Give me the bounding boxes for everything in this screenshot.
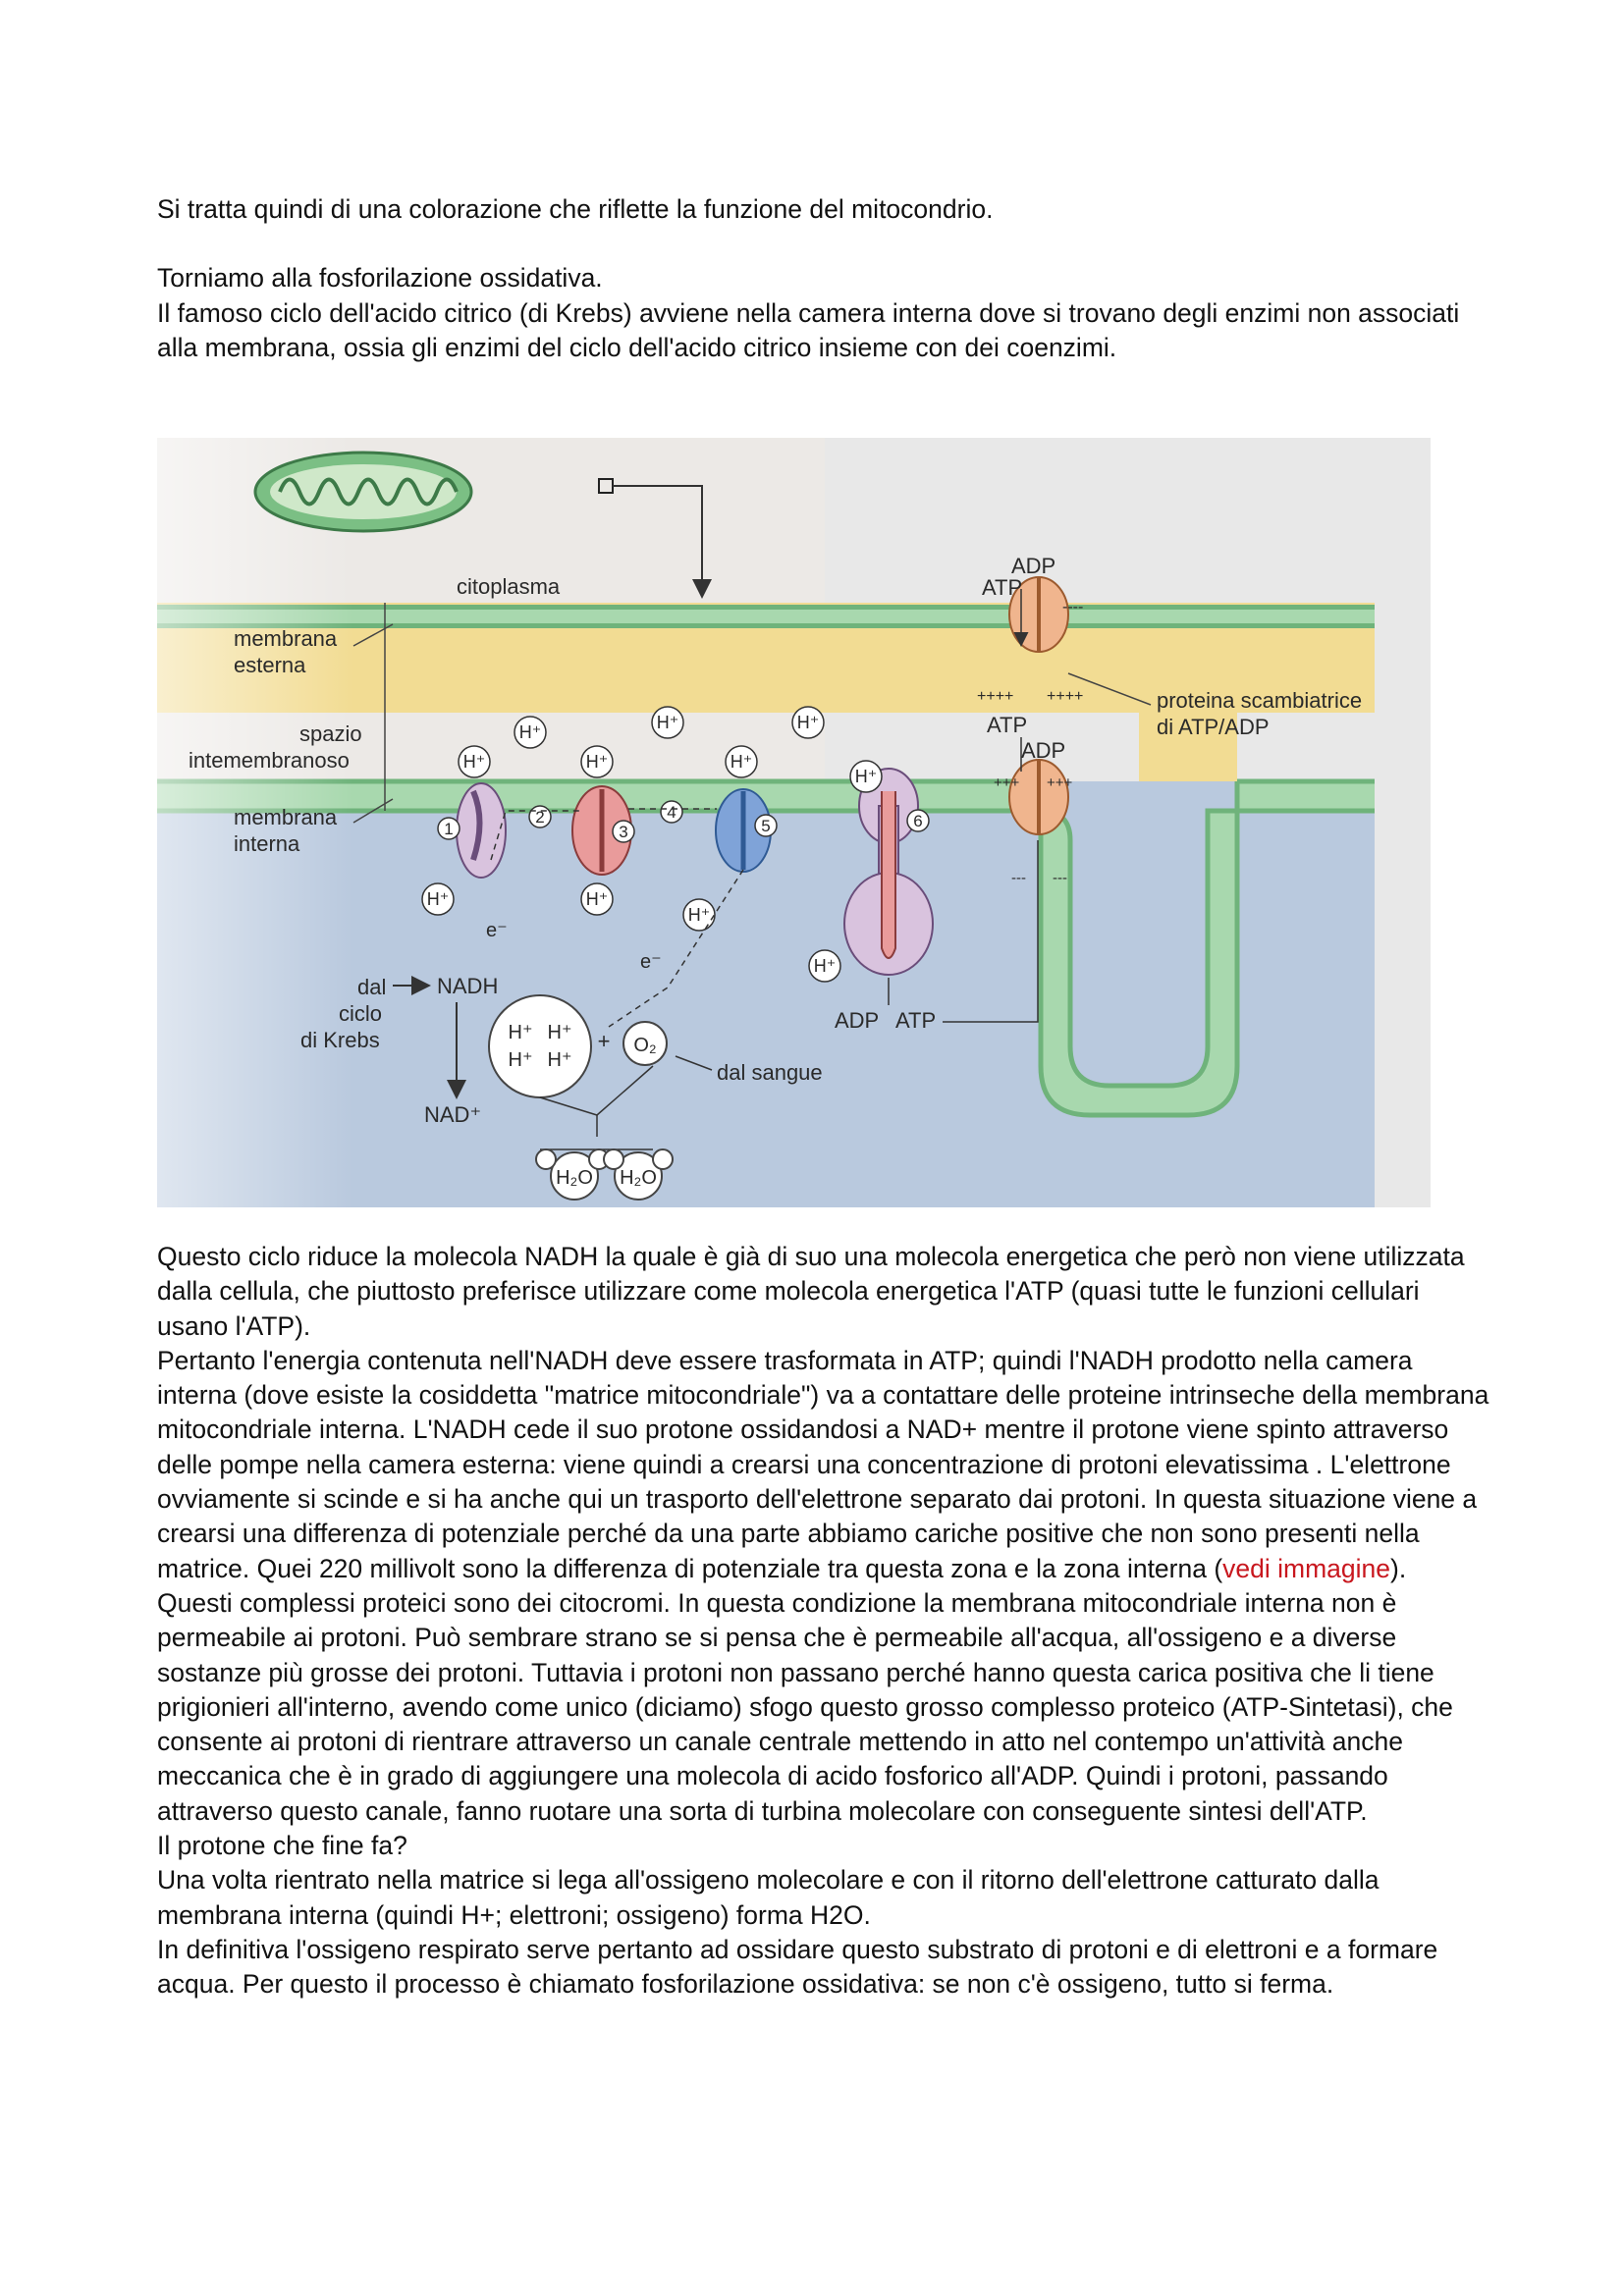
label-spazio-1: spazio (299, 721, 362, 746)
pool-proton-1: H⁺ (508, 1022, 533, 1043)
label-dal-sangue: dal sangue (717, 1060, 823, 1085)
proton-10: H⁺ (687, 905, 711, 925)
label-atp-mid: ATP (987, 713, 1028, 737)
body-paragraph-2-text: Pertanto l'energia contenuta nell'NADH deve essere trasformata in ATP; quindi l'NADH prodotto nella camera interna (dove esiste la cosiddetta "matrice mitocondriale") va a contattare delle proteine intrinseche della membrana mitocondriale interna. L'NADH cede il suo protone ossidandosi a NAD+ mentre il protone viene spinto attraverso delle pompe nella camera esterna: viene quindi a crearsi una concentrazione di protoni elevatissima . L'elettrone ovviamente si scinde e si ha anche qui un trasporto dell'elettrone separato dai protoni. In questa situazione viene a crearsi una differenza di potenziale perché da una parte abbiamo cariche positive che non sono presenti nella matrice. Quei 220 millivolt sono la differenza di potenziale tra questa zona e la zona interna ( (157, 1345, 1489, 1583)
proton-4: H⁺ (462, 752, 486, 772)
label-o2: O₂ (633, 1035, 657, 1056)
proton-6: H⁺ (730, 752, 753, 772)
label-dal: dal (357, 975, 387, 999)
complex-number-5: 5 (761, 817, 771, 835)
intro-paragraph-2: Torniamo alla fosforilazione ossidativa. (157, 263, 603, 294)
label-atp-synthase: ATP (895, 1008, 937, 1033)
label-membrana-interna-1: membrana (234, 805, 338, 829)
charge-minus-outer: ---- (1062, 599, 1084, 615)
proton-9: H⁺ (585, 889, 609, 909)
proton-pool (489, 995, 591, 1097)
label-h2o-2: H₂O (620, 1167, 657, 1189)
label-adp-mid: ADP (1021, 738, 1066, 763)
body-paragraph-2-end: ). (1390, 1553, 1407, 1583)
label-plus: + (597, 1029, 611, 1053)
label-spazio-2: intemembranoso (189, 748, 350, 773)
complex-number-3: 3 (619, 823, 628, 841)
oxidative-phosphorylation-diagram (157, 438, 1431, 1207)
body-paragraph-2 (157, 1344, 1492, 1586)
electron-2: e⁻ (640, 951, 662, 973)
electron-1: e⁻ (486, 920, 508, 941)
label-proteina-2: di ATP/ADP (1157, 715, 1270, 739)
body-paragraph-4: Il protone che fine fa? (157, 1831, 407, 1861)
charge-plus-left: ++++ (977, 688, 1014, 705)
proton-7: H⁺ (854, 767, 878, 786)
label-ciclo: ciclo (339, 1001, 383, 1026)
label-adp-synthase: ADP (835, 1008, 880, 1033)
proton-8: H⁺ (426, 889, 450, 909)
intro-text-block (157, 192, 1492, 365)
body-paragraph-6: In definitiva l'ossigeno respirato serve pertanto ad ossidare questo substrato di protoni e di elettroni e a formare acqua. Per questo il processo è chiamato fosforilazione ossidativa: se non c'è ossigeno, tutto si ferma. (157, 1934, 1438, 2000)
body-paragraph-5: Una volta rientrato nella matrice si lega all'ossigeno molecolare e con il ritorno dell'elettrone catturato dalla membrana interna (quindi H+; elettroni; ossigeno) forma H2O. (157, 1865, 1380, 1930)
proton-3: H⁺ (796, 713, 820, 732)
label-nad: NAD⁺ (424, 1102, 482, 1127)
label-membrana-esterna-2: esterna (234, 653, 306, 677)
label-membrana-esterna-1: membrana (234, 626, 338, 651)
label-di-krebs: di Krebs (300, 1028, 380, 1052)
pool-proton-3: H⁺ (508, 1049, 533, 1071)
complex-number-1: 1 (444, 820, 454, 838)
label-nadh: NADH (437, 974, 499, 998)
label-atp-top: ATP (982, 575, 1023, 600)
body-paragraph-3: Questi complessi proteici sono dei citocromi. In questa condizione la membrana mitocondriale interna non è permeabile ai protoni. Può sembrare strano se si pensa che è permeabile all'acqua, all'ossigeno e a diverse sostanze più grosse dei protoni. Tuttavia i protoni non passano perché hanno questa carica positiva che li tiene prigionieri all'interno, avendo come unico (diciamo) sfogo questo grosso complesso proteico (ATP-Sintetasi), che consente ai protoni di rientrare attraverso un canale centrale mettendo in atto nel contempo un'attività anche meccanica che è in grado di aggiungere una molecola di acido fosforico all'ADP. Quindi i protoni, passando attraverso questo canale, fanno ruotare una sorta di turbina molecolare con conseguente sintesi dell'ATP. (157, 1587, 1453, 1826)
intro-paragraph-3: Il famoso ciclo dell'acido citrico (di Krebs) avviene nella camera interna dove si trovano degli enzimi non associati alla membrana, ossia gli enzimi del ciclo dell'acido citrico insieme con dei coenzimi. (157, 297, 1460, 362)
atp-adp-translocase-inner (1009, 760, 1068, 834)
pool-proton-4: H⁺ (547, 1049, 572, 1071)
proton-1: H⁺ (518, 722, 542, 742)
charge-plus-right: ++++ (1047, 688, 1084, 705)
label-citoplasma: citoplasma (457, 574, 561, 599)
complex-number-4: 4 (667, 803, 676, 822)
proton-5: H⁺ (585, 752, 609, 772)
label-adp-top: ADP (1011, 554, 1056, 578)
complex-number-2: 2 (535, 808, 545, 827)
charge-plus-inner-right: +++ (1047, 774, 1073, 791)
charge-minus-inner-right: --- (1053, 870, 1067, 886)
intro-paragraph-1: Si tratta quindi di una colorazione che riflette la funzione del mitocondrio. (157, 194, 994, 224)
vedi-immagine-link[interactable]: vedi immagine (1222, 1553, 1391, 1583)
label-proteina-1: proteina scambiatrice (1157, 688, 1363, 713)
label-membrana-interna-2: interna (234, 831, 300, 856)
complex-1 (457, 783, 506, 878)
proton-2: H⁺ (656, 713, 679, 732)
label-h2o-1: H₂O (556, 1167, 593, 1189)
body-text-block (157, 1240, 1492, 2002)
complex-number-6: 6 (913, 812, 923, 830)
body-paragraph-1: Questo ciclo riduce la molecola NADH la quale è già di suo una molecola energetica che però non viene utilizzata dalla cellula, che piuttosto preferisce utilizzare come molecola energetica l'ATP (quasi tutte le funzioni cellulari usano l'ATP). (157, 1242, 1465, 1341)
charge-plus-inner-left: +++ (994, 774, 1020, 791)
proton-11: H⁺ (813, 956, 837, 976)
pool-proton-2: H⁺ (547, 1022, 572, 1043)
charge-minus-inner-left: --- (1011, 870, 1026, 886)
